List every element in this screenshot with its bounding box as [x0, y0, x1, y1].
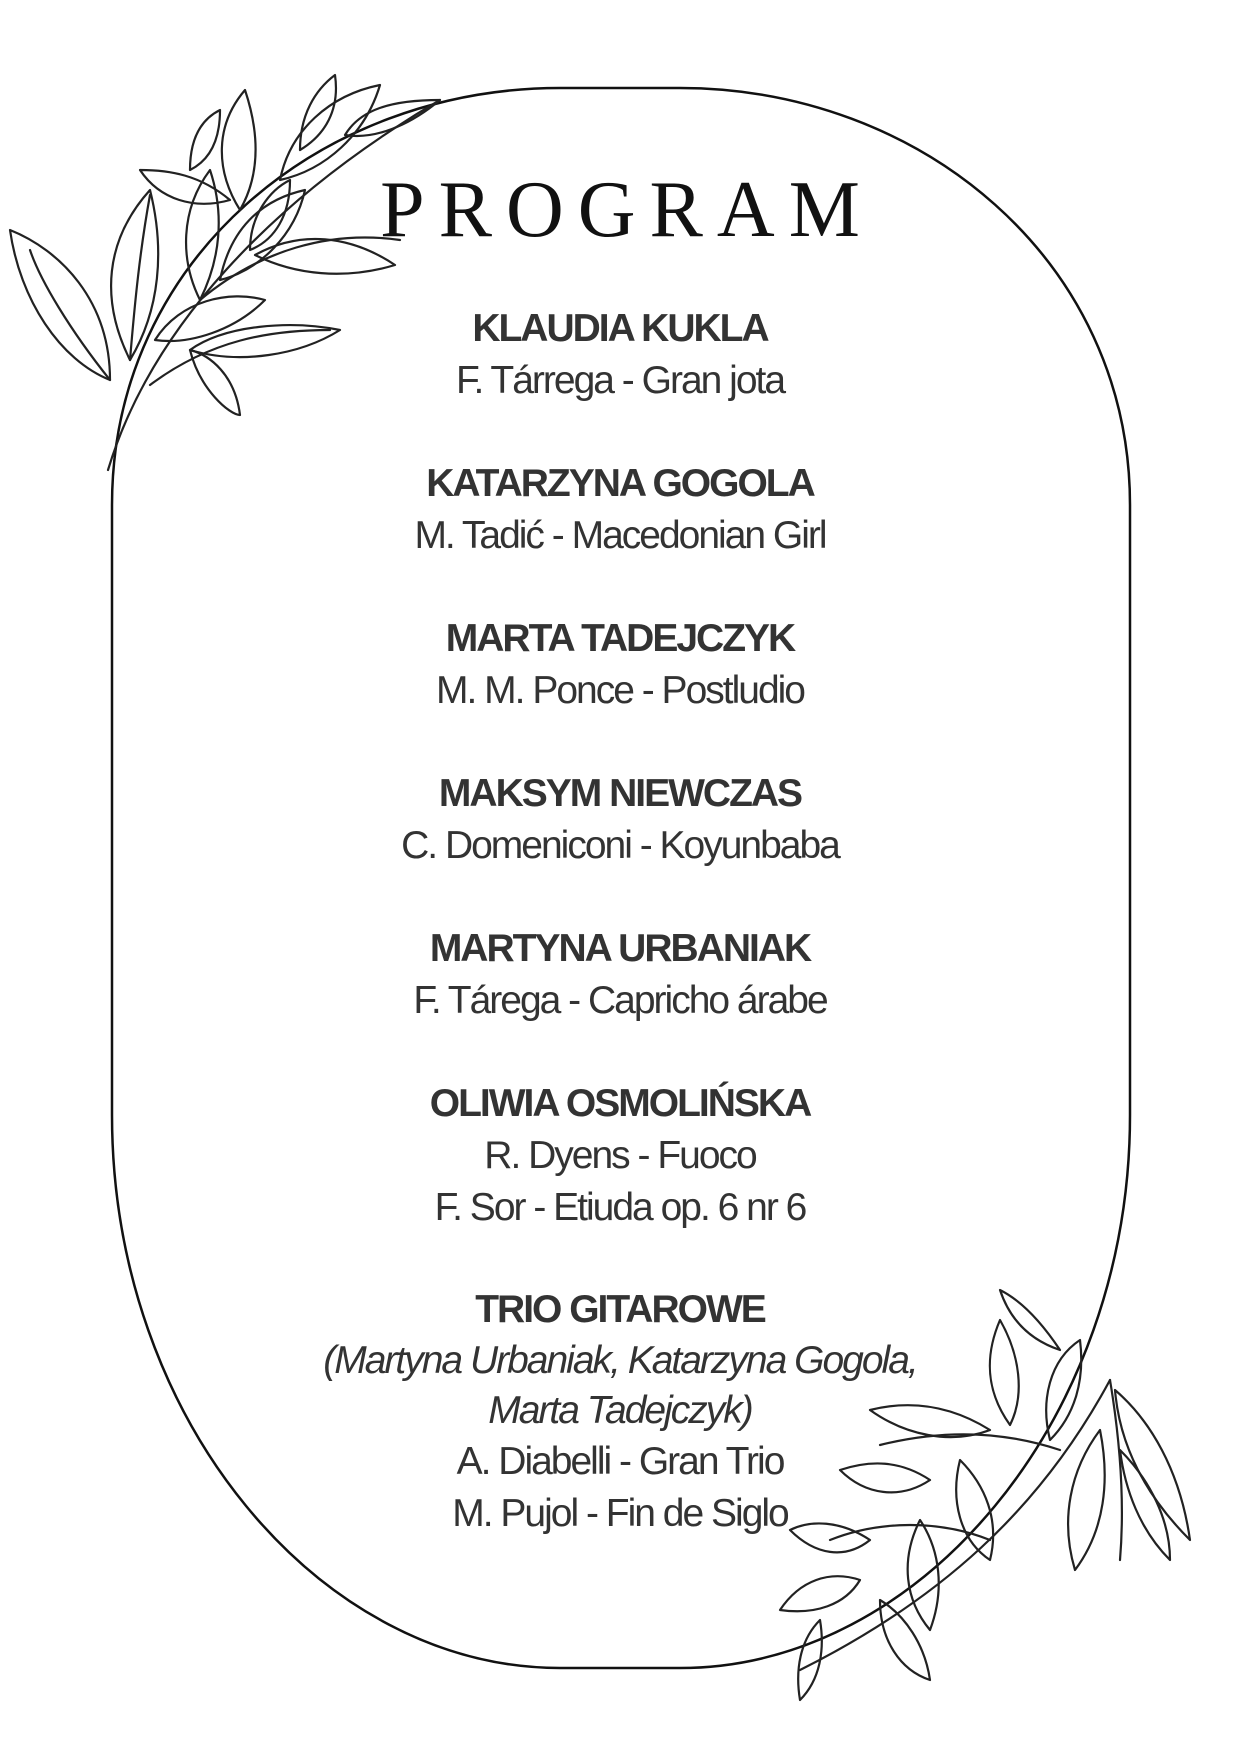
- program-entry: [0, 613, 1240, 717]
- program-entry: [0, 923, 1240, 1027]
- program-entry: [0, 458, 1240, 562]
- ensemble-members: (Martyna Urbaniak, Katarzyna Gogola,: [323, 1339, 917, 1382]
- performer-name: OLIWIA OSMOLIŃSKA: [429, 1082, 811, 1125]
- piece: F. Tárrega - Gran jota: [455, 359, 785, 402]
- performer-name: KLAUDIA KUKLA: [472, 307, 768, 350]
- performer-name: KATARZYNA GOGOLA: [426, 462, 814, 505]
- ensemble-name: TRIO GITAROWE: [475, 1288, 765, 1331]
- performer-name: MAKSYM NIEWCZAS: [438, 772, 802, 815]
- program-entry: [0, 1078, 1240, 1234]
- program-entry: [0, 303, 1240, 407]
- piece: A. Diabelli - Gran Trio: [456, 1440, 784, 1483]
- piece: M. M. Ponce - Postludio: [436, 669, 804, 712]
- piece: C. Domeniconi - Koyunbaba: [401, 824, 839, 867]
- piece: F. Sor - Etiuda op. 6 nr 6: [434, 1186, 806, 1229]
- ensemble-members: Marta Tadejczyk): [488, 1389, 752, 1432]
- performer-name: MARTA TADEJCZYK: [445, 617, 795, 660]
- page-title: PROGRAM: [380, 166, 874, 254]
- piece: M. Pujol - Fin de Siglo: [452, 1492, 788, 1535]
- leaf-branch-top-left: [10, 75, 440, 470]
- performer-name: MARTYNA URBANIAK: [429, 927, 811, 970]
- piece: R. Dyens - Fuoco: [484, 1134, 756, 1177]
- program-entry: [0, 768, 1240, 872]
- piece: M. Tadić - Macedonian Girl: [414, 514, 826, 557]
- piece: F. Tárega - Capricho árabe: [413, 979, 827, 1022]
- program-entry: [0, 1284, 1240, 1540]
